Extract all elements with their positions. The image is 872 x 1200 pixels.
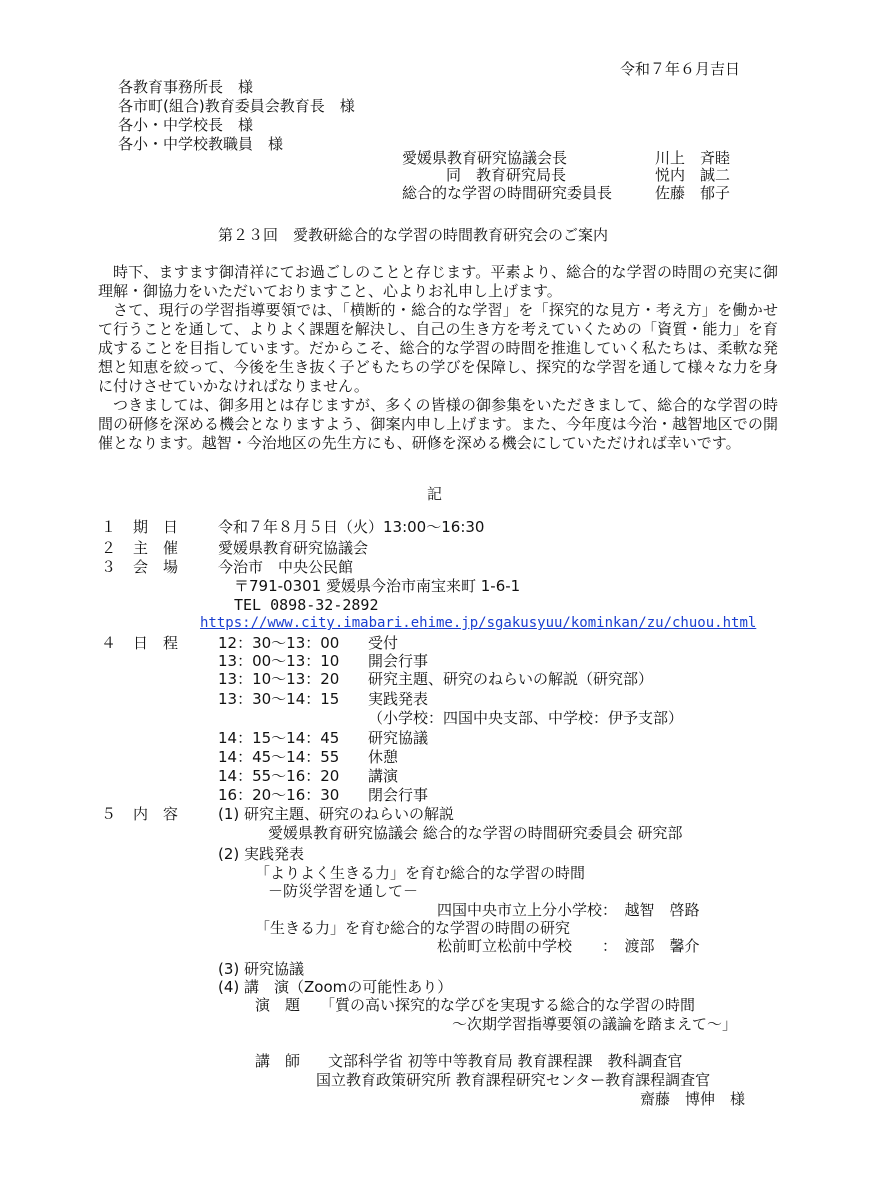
sender-title-2: 同 教育研究局長 <box>446 166 567 184</box>
body-paragraph-1: 時下、ますます御清祥にてお過ごしのことと存じます。平素より、総合的な学習の時間の充実に御理解・御協力をいただいておりますこと、心よりお礼申し上げます。 <box>98 263 778 300</box>
recipient-4: 各小・中学校教職員 様 <box>118 135 284 153</box>
schedule-event-note: （小学校：四国中央支部、中学校：伊予支部） <box>368 709 684 727</box>
content-1: (1) 研究主題、研究のねらいの解説 <box>218 805 455 823</box>
presentation-1-title: 「よりよく生きる力」を育む総合的な学習の時間 <box>255 864 586 882</box>
recipient-1: 各教育事務所長 様 <box>118 78 254 96</box>
body-paragraph-2: さて、現行の学習指導要領では、「横断的・総合的な学習」を「探究的な見方・考え方」を働かせて行うことを通して、よりよく課題を解決し、自己の生き方を考えていくための「資質・能力」を育成することを目指しています。だからこそ、総合的な学習の時間を推進していく私たちは、柔軟な発想と知恵を絞って、今後を生き抜く子どもたちの学びを保障し、探究的な学習を通して様々な力を身に付けさせていかなければなりません。 <box>98 301 778 395</box>
schedule-event: 閉会行事 <box>368 786 429 804</box>
item-4-label: 日 程 <box>133 634 179 652</box>
recipient-3: 各小・中学校長 様 <box>118 116 254 134</box>
lecturer-affiliation-2: 国立教育政策研究所 教育課程研究センター教育課程調査官 <box>316 1071 711 1089</box>
content-2: (2) 実践発表 <box>218 845 305 863</box>
content-3: (3) 研究協議 <box>218 960 305 978</box>
item-4-number: ４ <box>101 634 117 652</box>
event-date: 令和７年８月５日（火）13:00～16:30 <box>218 518 485 536</box>
schedule-time: 12：30～13：00 <box>218 634 340 652</box>
schedule-time: 14：55～16：20 <box>218 767 340 785</box>
lecturer-label: 講 師 <box>255 1052 301 1070</box>
schedule-time: 13：00～13：10 <box>218 652 340 670</box>
lecturer-name: 齋藤 博伸 様 <box>640 1090 746 1108</box>
schedule-time: 14：15～14：45 <box>218 729 340 747</box>
item-2-number: ２ <box>101 539 117 557</box>
content-1-detail: 愛媛県教育研究協議会 総合的な学習の時間研究委員会 研究部 <box>268 824 683 842</box>
ki-heading: 記 <box>427 485 443 503</box>
document-title: 第２３回 愛教研総合的な学習の時間教育研究会のご案内 <box>218 226 609 244</box>
schedule-event: 研究主題、研究のねらいの解説（研究部） <box>368 670 654 688</box>
venue-tel: TEL 0898-32-2892 <box>234 596 379 614</box>
recipient-2: 各市町(組合)教育委員会教育長 様 <box>118 97 355 115</box>
venue-address: 〒791-0301 愛媛県今治市南宝来町 1-6-1 <box>234 577 521 595</box>
item-1-label: 期 日 <box>133 518 179 536</box>
item-5-label: 内 容 <box>133 805 179 823</box>
schedule-event: 休憩 <box>368 748 399 766</box>
event-host: 愛媛県教育研究協議会 <box>218 539 369 557</box>
lecture-theme-subtitle: ～次期学習指導要領の議論を踏まえて～」 <box>452 1015 738 1033</box>
item-3-number: ３ <box>101 558 117 576</box>
schedule-time: 13：30～14：15 <box>218 690 340 708</box>
schedule-time: 16：20～16：30 <box>218 786 340 804</box>
body-text <box>98 263 778 453</box>
presentation-1-presenter: 四国中央市立上分小学校： 越智 啓路 <box>437 901 700 919</box>
lecturer-affiliation-1: 文部科学省 初等中等教育局 教育課程課 教科調査官 <box>328 1052 683 1070</box>
issue-date: 令和７年６月吉日 <box>620 60 741 78</box>
schedule-event: 研究協議 <box>368 729 429 747</box>
sender-name-2: 悦内 誠二 <box>655 166 731 184</box>
schedule-time: 13：10～13：20 <box>218 670 340 688</box>
presentation-2-presenter: 松前町立松前中学校 ： 渡部 馨介 <box>437 937 700 955</box>
sender-name-3: 佐藤 郁子 <box>655 184 731 202</box>
sender-title-3: 総合的な学習の時間研究委員長 <box>402 184 613 202</box>
sender-title-1: 愛媛県教育研究協議会長 <box>402 149 568 167</box>
venue-name: 今治市 中央公民館 <box>218 558 354 576</box>
presentation-1-subtitle: －防災学習を通して－ <box>268 882 419 900</box>
item-1-number: １ <box>101 518 117 536</box>
content-4: (4) 講 演（Zoomの可能性あり） <box>218 978 453 996</box>
sender-name-1: 川上 斉睦 <box>655 149 731 167</box>
venue-map-link[interactable]: https://www.city.imabari.ehime.jp/sgakusyuu/kominkan/zu/chuou.html <box>200 615 757 631</box>
schedule-event: 開会行事 <box>368 652 429 670</box>
item-5-number: ５ <box>101 805 117 823</box>
schedule-event: 講演 <box>368 767 399 785</box>
item-3-label: 会 場 <box>133 558 179 576</box>
schedule-event: 実践発表 <box>368 690 429 708</box>
schedule-event: 受付 <box>368 634 399 652</box>
item-2-label: 主 催 <box>133 539 179 557</box>
lecture-theme-label: 演 題 <box>255 996 301 1014</box>
body-paragraph-3: つきましては、御多用とは存じますが、多くの皆様の御参集をいただきまして、総合的な学習の時間の研修を深める機会となりますよう、御案内申し上げます。また、今年度は今治・越智地区での開催となります。越智・今治地区の先生方にも、研修を深める機会にしていただければ幸いです。 <box>98 396 778 452</box>
schedule-time: 14：45～14：55 <box>218 748 340 766</box>
presentation-2-title: 「生きる力」を育む総合的な学習の時間の研究 <box>255 919 571 937</box>
lecture-theme: 「質の高い探究的な学びを実現する総合的な学習の時間 <box>320 996 696 1014</box>
